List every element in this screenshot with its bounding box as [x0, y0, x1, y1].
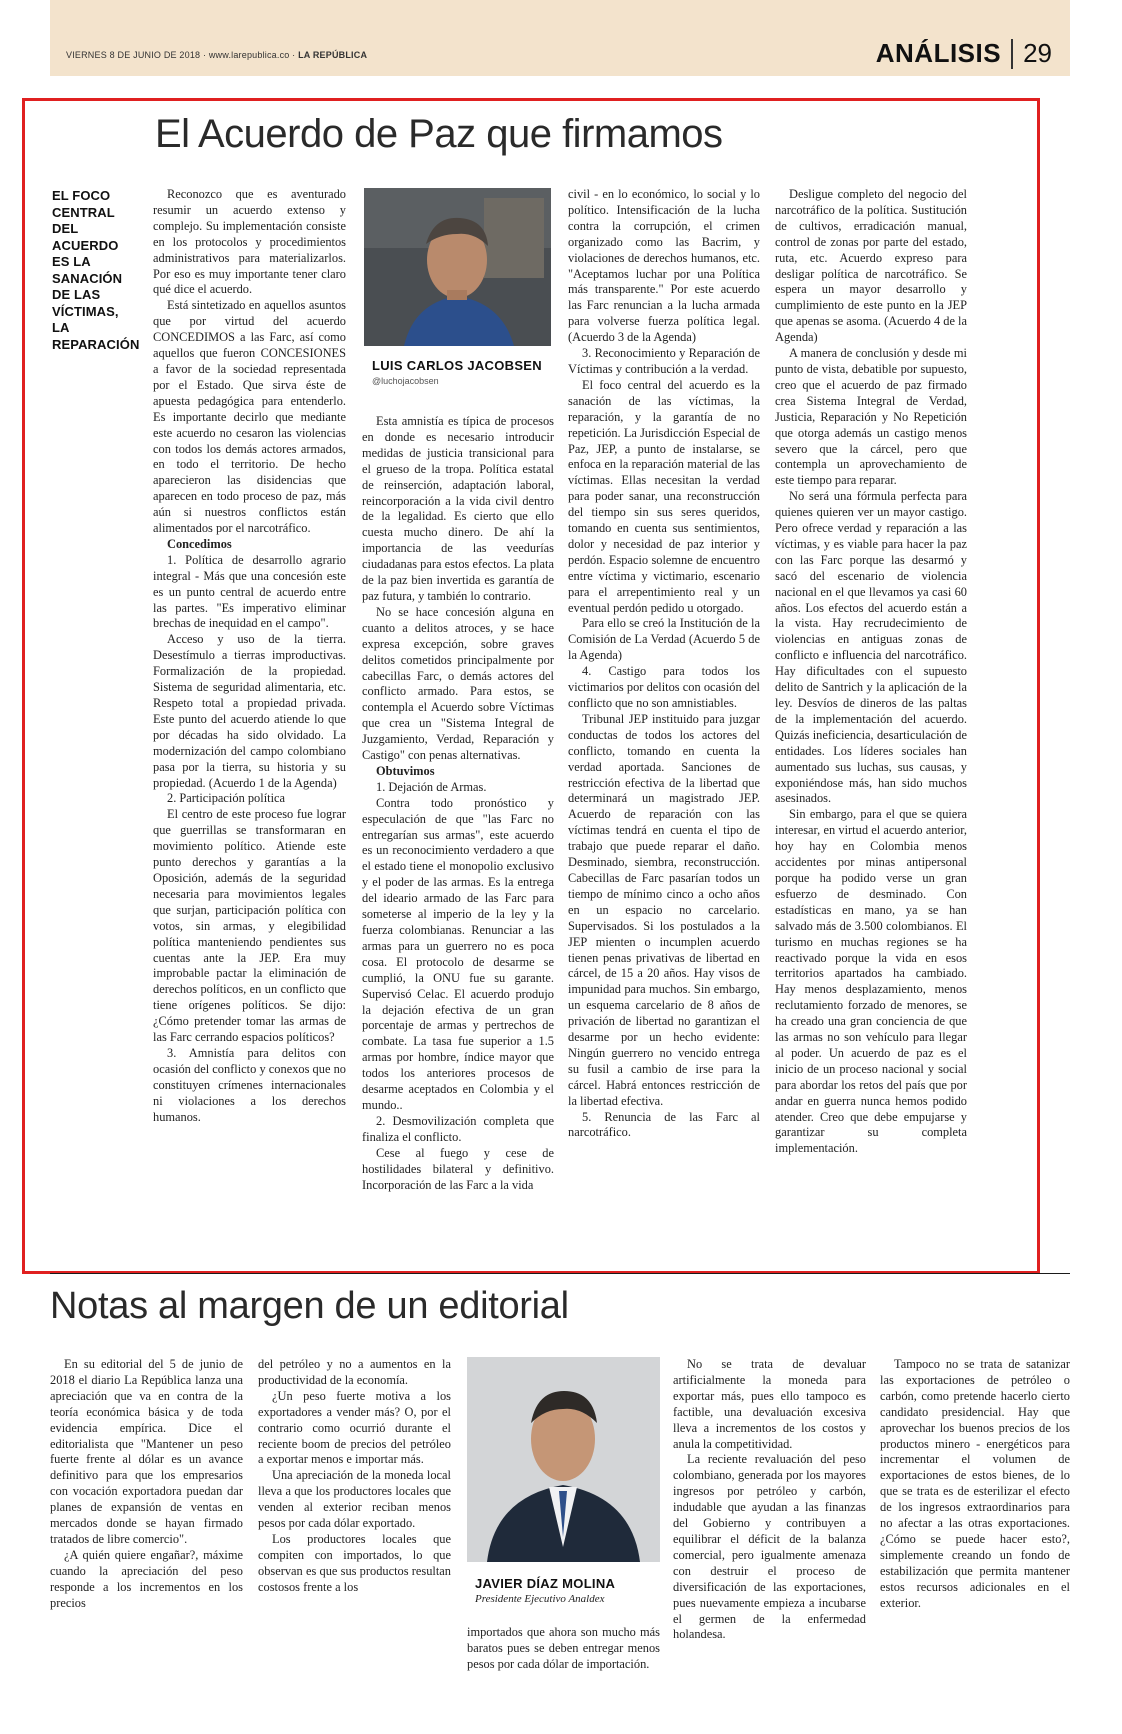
article2-column-2 [258, 1357, 451, 1596]
paragraph: del petróleo y no a aumentos en la productividad de la economía. [258, 1357, 451, 1387]
paragraph: Desligue completo del negocio del narcotráfico de la política. Sustitución de cultivos, erradicación manual, control de zonas por parte del estado, ruta, etc. Acuerdo expreso para desligar política de narcotráfico. Se espera un mayor desarrollo y cumplimiento de este punto en la JEP que apenas se asoma. (Acuerdo 4 de la Agenda) [775, 187, 967, 345]
author2-caption [475, 1576, 660, 1605]
pull-quote: EL FOCO CENTRAL DEL ACUERDO ES LA SANACIÓN DE LAS VÍCTIMAS, LA REPARACIÓN [52, 188, 140, 352]
portrait-illustration [467, 1357, 660, 1562]
article1-column-3 [568, 187, 760, 1141]
author-photo [364, 188, 551, 346]
paragraph: Esta amnistía es típica de procesos en donde es necesario introducir medidas de justicia transicional para el grueso de la tropa. Política estatal de reinserción, adaptación laboral, reincorporación a la vida civil dentro de la legalidad. Es cierto que ello cuesta mucho dinero. De ahí la importancia de las veedurías ciudadanas para estos efectos. La plata de la paz bien invertida es garantía de paz futura, y también lo contrario. [362, 414, 554, 603]
paragraph: 3. Amnistía para delitos con ocasión del conflicto y conexos que no constituyen crímenes internacionales ni violaciones a los derechos humanos. [153, 1045, 346, 1124]
paragraph: ¿Un peso fuerte motiva a los exportadores a vender más? O, por el contrario como ocurrió durante el reciente boom de precios del petróleo a exportar menos e importar más. [258, 1388, 451, 1467]
paragraph: En su editorial del 5 de junio de 2018 el diario La República lanza una apreciación que va en contra de la teoría económica básica y de toda evidencia empírica. Dice el editorialista que "Mantener un peso fuerte frente al dólar es un avance definitivo para que los empresarios con vocación exportadora puedan dar planes de expansión de ventas en mercados donde se hayan firmado tratados de libre comercio". [50, 1357, 243, 1546]
paragraph: La reciente revaluación del peso colombiano, generada por los mayores ingresos por petróleo y carbón, indudable que ayudan a las finanzas del Gobierno y contribuyen a equilibrar el déficit de la balanza comercial, pero igualmente amenaza con destruir el proceso de diversificación de las exportaciones, pues nuevamente empieza a incubarse el germen de la enfermedad holandesa. [673, 1452, 866, 1642]
article2-title: Notas al margen de un editorial [50, 1285, 569, 1327]
article1-column-2 [362, 414, 554, 1193]
article1-column-1 [153, 187, 346, 1125]
paragraph: 1. Política de desarrollo agrario integral - Más que una concesión este es un punto central de acuerdo entre las partes. "Es imperativo eliminar brechas de inequidad en el campo". [153, 552, 346, 631]
paragraph: 3. Reconocimiento y Reparación de Víctimas y contribución a la verdad. [568, 346, 760, 376]
paragraph: 4. Castigo para todos los victimarios por delitos con ocasión del conflicto que no son amnistiables. [568, 664, 760, 710]
paragraph: civil - en lo económico, lo social y lo político. Intensificación de la lucha contra la corrupción, el crimen organizado como las Bacrim, y violaciones de derechos humanos, etc. "Aceptamos luchar por una Política más transparente." Por este acuerdo las Farc renuncian a la lucha armada para volverse fuerza política legal. (Acuerdo 3 de la Agenda) [568, 187, 760, 345]
author-handle: @luchojacobsen [372, 376, 439, 386]
author-caption [372, 358, 552, 386]
article1-title: El Acuerdo de Paz que firmamos [155, 112, 723, 156]
paragraph: Tribunal JEP instituido para juzgar conductas de todos los actores del conflicto, tomando en cuenta la verdad aportada. Sanciones de restricción efectiva de la libertad que determinará un magistrado JEP. Acuerdo de reparación con las víctimas tendrá en cuenta el tipo de trabajo que puede reparar el daño. Desminado, siembra, reconstrucción. Cabecillas de Farc pasarían todos un tiempo de mínimo cinco a ocho años en un espacio no carcelario. Supervisados. Si los postulados a la JEP mienten o incumplen acuerdo tienen penas privativas de libertad en cárcel, de 15 a 20 años. Hay visos de impunidad para muchos. Sin embargo, un esquema carcelario de 8 años de privación de libertad no garantizan el desarme por un hecho evidente: Ningún guerrero no vencido entrega su fusil a cambio de irse para la cárcel. Habrá entonces restricción de la libertad efectiva. [568, 711, 760, 1108]
article2-column-3 [467, 1625, 660, 1673]
page-number: 29 [1023, 38, 1052, 68]
author2-photo [467, 1357, 660, 1562]
paragraph: Está sintetizado en aquellos asuntos que por virtud del acuerdo CONCEDIMOS a las Farc, así como aquellos que fueron CONCESIONES a favor de la sociedad representada por el Estado. Que sirva éste de apuesta pedagógica para entenderlo. Es importante decirlo que mediante este acuerdo no cesaron las violencias con todos los demás actores armados, en todo el territorio. De hecho aparecieron las disidencias que aparecen en todo proceso de paz, más aún si nuestros conflictos están alimentados por el narcotráfico. [153, 298, 346, 536]
dateline-text: VIERNES 8 DE JUNIO DE 2018 · www.larepublica.co · [66, 50, 299, 60]
paragraph: Tampoco no se trata de satanizar las exportaciones de petróleo o carbón, como pretende hacerlo cierto candidato presidencial. Hay que aprovechar los buenos precios de los productos minero - energéticos para incrementar el volumen de exportaciones de estos bienes, de lo que se trata es de esterilizar el efecto de los ingresos extraordinarios para no afectar a las otras exportaciones. ¿Cómo se puede hacer esto?, simplemente creando un fondo de estabilización que permita mantener estos recursos adicionales en el exterior. [880, 1357, 1070, 1610]
section-header [876, 38, 1052, 69]
dateline [66, 50, 367, 60]
section-name: ANÁLISIS [875, 38, 1002, 68]
paragraph: 2. Desmovilización completa que finaliza el conflicto. [362, 1113, 554, 1144]
author2-name: JAVIER DÍAZ MOLINA [475, 1576, 616, 1591]
paragraph: No se hace concesión alguna en cuanto a delitos atroces, y se hace expresa excepción, sobre graves delitos cometidos principalmente por cabecillas Farc, o demás actores del conflicto armado. Para estos, se contempla el Acuerdo sobre Víctimas que crea un "Sistema Integral de Juzgamiento, Verdad, Reparación y Castigo" con penas alternativas. [362, 604, 554, 763]
paragraph: Sin embargo, para el que se quiera interesar, en virtud el acuerdo anterior, hoy hay en Colombia menos accidentes por minas antipersonal porque ha podido verse un gran esfuerzo de desminado. Con estadísticas en mano, ya se han salvado más de 3.500 colombianos. El turismo en muchas regiones se ha reactivado porque la vida en esos territorios apartados ha cambiado. Hay menos desplazamiento, menos reclutamiento forzado de menores, se ha creado una gran conciencia de que las armas no son vehículo para llegar al poder. Un acuerdo de paz es el inicio de un proceso nacional y social para abordar los retos del país que por andar en guerra nunca hemos podido atender. Creo que debe empujarse y garantizar su completa implementación. [775, 807, 967, 1156]
subheading: Obtuvimos [376, 763, 435, 778]
paragraph: El foco central del acuerdo es la sanación de las víctimas, la reparación, y la garantía de no repetición. La Jurisdicción Especial de Paz, JEP, a punto de instalarse, se enfoca en la reparación material de las víctimas. Ellas necesitan la verdad para poder sanar, una reconstrucción del tiempo sin sus seres queridos, tomando en cuenta sus sentimientos, dolor y necesidad de paz interior y perdón. Espacio solemne de encuentro entre víctima y victimario, escenario para el arrepentimiento real y un eventual perdón pedido u otorgado. [568, 377, 760, 615]
paragraph: ¿A quién quiere engañar?, máxime cuando la apreciación del peso responde a los incrementos en los precios [50, 1547, 243, 1610]
paragraph: Reconozco que es aventurado resumir un acuerdo extenso y complejo. Su implementación consiste en los protocolos y procedimientos administrativos para materializarlos. Por eso es muy importante tener claro qué dice el acuerdo. [153, 187, 346, 297]
paragraph: 2. Participación política [167, 791, 286, 806]
author2-role: Presidente Ejecutivo Analdex [475, 1593, 605, 1605]
paragraph: No se trata de devaluar artificialmente la moneda para exportar más, pues ello tampoco es factible, una devaluación excesiva lleva a incrementos de los costos y anula la competitividad. [673, 1357, 866, 1451]
newspaper-brand: LA REPÚBLICA [298, 50, 368, 60]
paragraph: A manera de conclusión y desde mi punto de vista, debatible por supuesto, creo que el acuerdo de paz firmado crea Sistema Integral de Verdad, Justicia, Reparación y No Repetición que otorga además un castigo menos severo que la cárcel, pero que contempla un aprovechamiento de este tiempo para reparar. [775, 346, 967, 488]
article2-column-4 [673, 1357, 866, 1643]
paragraph: Acceso y uso de la tierra. Desestímulo a tierras improductivas. Formalización de la propiedad. Sistema de seguridad alimentaria, etc. Respeto total a propiedad privada. Este punto del acuerdo atiende lo que por décadas ha sido olvidado. La modernización del campo colombiano pasa por la tierra, su historia y su propiedad. (Acuerdo 1 de la Agenda) [153, 632, 346, 790]
article2-column-1 [50, 1357, 243, 1612]
paragraph: 5. Renuncia de las Farc al narcotráfico. [568, 1109, 760, 1140]
article2-column-5 [880, 1357, 1070, 1612]
paragraph: El centro de este proceso fue lograr que guerrillas se transformaran en movimiento político. Atiende este punto derechos y garantías a la Oposición, además de la seguridad necesaria para movimientos legales que surjan, participación política con votos, sin armas, y elegibilidad política manteniendo pendientes sus cuentas ante la JEP. Era muy improbable pactar la eliminación de derechos políticos, en un conflicto que tiene orígenes políticos. Se dijo: ¿Cómo pretender tomar las armas de las Farc cerrando espacios políticos? [153, 807, 346, 1045]
paragraph: Una apreciación de la moneda local lleva a que los productores locales que venden al exterior reciban menos pesos por cada dólar exportado. [258, 1468, 451, 1531]
section-divider [1011, 39, 1013, 69]
paragraph: Cese al fuego y cese de hostilidades bilateral y definitivo. Incorporación de las Farc a la vida [362, 1145, 554, 1192]
paragraph: importados que ahora son mucho más baratos pues se deben entregar menos pesos por cada dólar de importación. [467, 1625, 660, 1671]
paragraph: Contra todo pronóstico y especulación de que "las Farc no entregarían sus armas", este acuerdo es un reconocimiento verdadero a que el estado tiene el monopolio exclusivo y el poder de las armas. Es la entrega del ideario armado de las Farc para someterse al imperio de la ley y la fuerza colombianas. Renunciar a las armas para un guerrero no es poca cosa. El protocolo de desarme se cumplió, la ONU fue su garante. Supervisó Celac. El acuerdo produjo la dejación efectiva de un gran porcentaje de armas y pertrechos de combate. La tasa fue superior a 1.5 armas por hombre, índice mayor que todos los anteriores procesos de desarme aceptados en Colombia y el mundo.. [362, 795, 554, 1112]
section-rule [50, 1273, 1070, 1274]
paragraph: Los productores locales que compiten con importados, lo que observan es que sus productos resultan costosos frente a los [258, 1531, 451, 1594]
paragraph: Para ello se creó la Institución de la Comisión de La Verdad (Acuerdo 5 de la Agenda) [568, 616, 760, 663]
portrait-illustration [364, 188, 551, 346]
author-name: LUIS CARLOS JACOBSEN [372, 358, 542, 373]
paragraph: No será una fórmula perfecta para quienes quieren ver un mayor castigo. Pero ofrece verdad y reparación a las víctimas, y es viable para hacer la paz con las Farc porque las desarmó y sacó del escenario de violencia nacional en el que llevamos ya casi 60 años. Los efectos del acuerdo están a la vista. Hay recrudecimiento de violencias en antiguas zonas de conflicto e influencia del narcotráfico. Hay dificultades con el supuesto delito de Santrich y la aplicación de la ley. Desvíos de dineros de las paltas de la implementación del acuerdo. Quizás ineficiencia, desarticulación de entidades. Los líderes sociales han aumentado sus luchas, sus causas, y exponiéndose más, han sido muchos asesinados. [775, 489, 967, 806]
subheading: Concedimos [167, 536, 232, 551]
paragraph: 1. Dejación de Armas. [376, 779, 487, 794]
article1-column-4 [775, 187, 967, 1157]
